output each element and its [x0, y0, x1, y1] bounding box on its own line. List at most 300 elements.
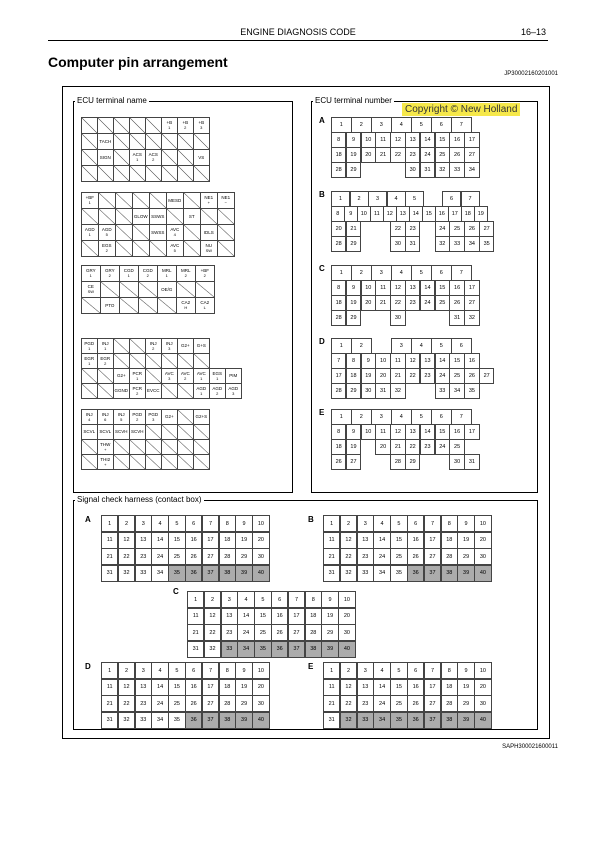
ecu-number-cell: 30 [390, 310, 405, 326]
harness-pin-cell: 10 [474, 662, 491, 679]
harness-pin-cell: 2 [118, 662, 135, 679]
ecu-name-cell [129, 353, 146, 369]
harness-pin-cell: 39 [457, 712, 474, 729]
harness-pin-cell: 7 [202, 515, 219, 532]
harness-pin-cell: 13 [135, 532, 152, 549]
ecu-number-cell: 9 [346, 132, 361, 148]
harness-pin-cell: 35 [168, 712, 185, 729]
ecu-name-cell [176, 297, 196, 314]
ecu-name-text: 3 [168, 345, 171, 351]
ecu-name-cell [217, 224, 235, 241]
harness-pin-cell: 11 [101, 679, 118, 696]
ecu-name-cell [98, 224, 116, 241]
harness-pin-cell: 39 [235, 712, 252, 729]
harness-pin-cell: 36 [407, 565, 424, 582]
ecu-name-cell [81, 192, 99, 209]
ecu-name-cell [193, 133, 210, 150]
ecu-name-cell [145, 149, 162, 166]
ecu-name-text: EGR [100, 355, 111, 361]
ecu-name-cell [217, 208, 235, 225]
harness-pin-cell: 28 [441, 695, 458, 712]
ecu-name-text: 2 [105, 248, 108, 254]
ecu-name-cell [113, 439, 130, 455]
ecu-group-letter: E [319, 408, 325, 417]
ecu-name-text: NU [205, 243, 213, 249]
ecu-name-cell [119, 297, 139, 314]
ecu-name-text: TACH [99, 138, 112, 144]
ecu-number-cell: 31 [464, 454, 479, 470]
ecu-name-cell [97, 439, 114, 455]
ecu-number-cell [371, 338, 392, 354]
harness-pin-cell: 18 [219, 679, 236, 696]
ecu-name-cell [129, 338, 146, 354]
harness-pin-cell: 23 [357, 695, 374, 712]
ecu-name-cell [129, 409, 146, 425]
ecu-name-text: 1 [136, 375, 139, 381]
ecu-name-text: AVC [196, 370, 206, 376]
ecu-name-cell [81, 165, 98, 182]
harness-pin-cell: 10 [252, 515, 269, 532]
ecu-number-cell: 34 [464, 236, 479, 252]
ecu-number-cell: 30 [390, 236, 405, 252]
harness-pin-cell: 3 [135, 662, 152, 679]
ecu-name-text: PTO [105, 302, 115, 308]
ecu-name-text: MESD [168, 197, 182, 203]
ecu-name-cell [81, 383, 98, 399]
ecu-name-text: +BF [85, 195, 94, 201]
harness-pin-cell: 27 [202, 548, 219, 565]
ecu-number-cell: 26 [449, 295, 464, 311]
ecu-name-cell [166, 224, 184, 241]
harness-pin-cell: 31 [101, 712, 118, 729]
harness-pin-cell: 32 [204, 641, 221, 658]
ecu-name-text: 1 [88, 232, 91, 238]
ecu-number-cell [405, 383, 420, 399]
ecu-name-text: + [104, 446, 107, 452]
harness-pin-cell: 8 [219, 662, 236, 679]
ecu-number-cell: 27 [346, 454, 361, 470]
ecu-number-cell: 13 [405, 132, 420, 148]
ecu-name-cell [132, 224, 150, 241]
ecu-name-text: GLOW [133, 213, 148, 219]
ecu-number-cell: 13 [405, 280, 420, 296]
ecu-name-cell [176, 281, 196, 298]
harness-pin-cell: 40 [252, 565, 269, 582]
ecu-name-cell [183, 240, 201, 257]
ecu-name-cell [149, 192, 167, 209]
harness-pin-cell: 7 [202, 662, 219, 679]
ecu-name-cell [177, 368, 194, 384]
ecu-name-cell [177, 424, 194, 440]
ecu-number-cell: 25 [449, 368, 464, 384]
harness-pin-cell: 29 [235, 548, 252, 565]
harness-pin-cell: 35 [254, 641, 271, 658]
ecu-group-letter: B [319, 190, 325, 199]
ecu-name-cell [98, 192, 116, 209]
harness-pin-cell: 13 [135, 679, 152, 696]
ecu-number-cell: 11 [375, 424, 390, 440]
ecu-name-cell [183, 192, 201, 209]
ecu-number-cell: 5 [411, 117, 432, 133]
harness-pin-cell: 8 [441, 515, 458, 532]
ecu-name-text: 1 [165, 273, 168, 279]
harness-pin-cell: 17 [202, 679, 219, 696]
ecu-name-text: INJ [149, 340, 157, 346]
ecu-number-cell: 19 [361, 368, 376, 384]
ecu-number-cell: 27 [464, 295, 479, 311]
ecu-number-cell: 4 [411, 338, 432, 354]
ecu-name-cell [97, 409, 114, 425]
harness-pin-cell: 15 [254, 608, 271, 625]
harness-pin-cell: 23 [135, 548, 152, 565]
ecu-number-cell [361, 162, 376, 178]
ecu-number-cell: 24 [420, 147, 435, 163]
harness-pin-cell: 38 [441, 565, 458, 582]
ecu-name-cell [138, 281, 158, 298]
harness-pin-cell: 20 [252, 679, 269, 696]
harness-pin-cell: 4 [151, 515, 168, 532]
ecu-name-cell [129, 368, 146, 384]
ecu-name-cell [161, 409, 178, 425]
ecu-name-cell [113, 409, 130, 425]
ecu-name-cell [81, 409, 98, 425]
ecu-name-cell [161, 424, 178, 440]
ecu-name-text: 5 [173, 248, 176, 254]
ecu-name-text: 2 [146, 273, 149, 279]
ecu-name-cell [157, 281, 177, 298]
harness-letter: E [308, 662, 314, 671]
harness-pin-cell: 4 [237, 591, 254, 608]
harness-pin-cell: 1 [101, 515, 118, 532]
ecu-name-cell [81, 281, 101, 298]
harness-pin-cell: 5 [168, 662, 185, 679]
harness-pin-cell: 9 [321, 591, 338, 608]
harness-pin-cell: 14 [373, 532, 390, 549]
ecu-name-cell [145, 424, 162, 440]
ecu-number-cell [361, 454, 376, 470]
harness-pin-cell: 23 [221, 624, 238, 641]
ecu-number-cell: 16 [435, 206, 449, 222]
ecu-number-cell: 1 [331, 338, 352, 354]
harness-pin-cell: 38 [441, 712, 458, 729]
ecu-name-cell [161, 439, 178, 455]
harness-pin-cell: 5 [390, 515, 407, 532]
ecu-number-cell: 23 [405, 295, 420, 311]
harness-pin-cell: 24 [151, 695, 168, 712]
ecu-number-cell: 22 [390, 221, 405, 237]
ecu-number-cell [361, 310, 376, 326]
ecu-name-text: VS [198, 154, 205, 160]
harness-pin-cell: 26 [407, 548, 424, 565]
harness-pin-cell: 34 [237, 641, 254, 658]
ecu-name-cell [100, 297, 120, 314]
ecu-name-cell [149, 208, 167, 225]
ecu-name-text: MRL [162, 268, 172, 274]
ecu-name-cell [81, 424, 98, 440]
ecu-number-cell: 3 [371, 265, 392, 281]
copyright-watermark: Copyright © New Holland [402, 103, 520, 116]
harness-label: Signal check harness (contact box) [77, 495, 202, 504]
harness-pin-cell: 40 [338, 641, 355, 658]
ecu-number-cell: 22 [405, 439, 420, 455]
ecu-name-text: AGD [101, 227, 112, 233]
ecu-number-cell: 4 [391, 265, 412, 281]
ecu-number-cell: 32 [435, 236, 450, 252]
ecu-number-cell: 24 [420, 295, 435, 311]
ecu-name-cell [145, 353, 162, 369]
ecu-name-cell [97, 424, 114, 440]
ecu-number-cell: 17 [448, 206, 462, 222]
ecu-number-cell: 4 [391, 117, 412, 133]
ecu-name-cell [193, 117, 210, 134]
harness-pin-cell: 36 [407, 712, 424, 729]
harness-pin-cell: 12 [340, 532, 357, 549]
ecu-name-cell [217, 192, 235, 209]
ecu-name-cell [157, 297, 177, 314]
harness-pin-cell: 21 [101, 695, 118, 712]
ecu-name-text: 2 [136, 390, 139, 396]
harness-pin-cell: 2 [118, 515, 135, 532]
ecu-number-cell: 31 [449, 310, 464, 326]
ecu-number-cell: 8 [346, 353, 361, 369]
ecu-number-cell: 18 [331, 295, 346, 311]
harness-pin-cell: 19 [321, 608, 338, 625]
ecu-number-cell: 21 [375, 147, 390, 163]
harness-pin-cell: 30 [474, 695, 491, 712]
ecu-name-cell [81, 208, 99, 225]
ecu-name-text: SWSS [151, 229, 165, 235]
ecu-name-cell [97, 149, 114, 166]
ecu-name-text: 2 [108, 273, 111, 279]
ecu-number-cell [435, 454, 450, 470]
ecu-number-cell [435, 310, 450, 326]
ecu-name-text: AGD [84, 227, 95, 233]
ecu-number-cell: 32 [464, 310, 479, 326]
ecu-number-cell: 9 [346, 424, 361, 440]
harness-pin-cell: 8 [219, 515, 236, 532]
harness-pin-cell: 4 [151, 662, 168, 679]
ecu-name-text: G2+ [116, 373, 126, 379]
harness-pin-cell: 37 [424, 565, 441, 582]
ecu-number-cell: 12 [390, 132, 405, 148]
ecu-number-cell: 32 [390, 383, 405, 399]
harness-pin-cell: 30 [252, 695, 269, 712]
ecu-name-text: INJ [101, 340, 109, 346]
ecu-name-cell [97, 383, 114, 399]
harness-pin-cell: 17 [424, 532, 441, 549]
ecu-number-cell: 25 [435, 295, 450, 311]
ecu-number-cell: 6 [451, 338, 472, 354]
ecu-number-cell: 5 [411, 265, 432, 281]
harness-pin-cell: 24 [151, 548, 168, 565]
ecu-name-cell [149, 240, 167, 257]
ecu-name-text: 1 [136, 157, 139, 163]
ecu-number-cell: 31 [405, 236, 420, 252]
harness-pin-cell: 11 [323, 532, 340, 549]
ecu-number-cell: 28 [390, 454, 405, 470]
ecu-number-cell: 12 [405, 353, 420, 369]
ecu-name-text: 1 [127, 273, 130, 279]
ecu-name-text: G2+ [164, 414, 174, 420]
ecu-number-cell: 14 [420, 132, 435, 148]
ecu-name-text: 1 [200, 390, 203, 396]
ecu-group-letter: A [319, 116, 325, 125]
harness-pin-cell: 29 [235, 695, 252, 712]
harness-pin-cell: 13 [357, 679, 374, 696]
ecu-name-text: PCR [132, 370, 143, 376]
ecu-number-cell: 23 [420, 439, 435, 455]
harness-pin-cell: 32 [340, 712, 357, 729]
ecu-number-cell: 29 [346, 236, 361, 252]
harness-pin-cell: 9 [235, 515, 252, 532]
ecu-name-cell [177, 149, 194, 166]
ecu-name-cell [195, 281, 215, 298]
ecu-number-cell: 26 [464, 368, 479, 384]
harness-pin-cell: 27 [424, 695, 441, 712]
harness-pin-cell: 19 [235, 532, 252, 549]
ecu-name-cell [193, 338, 210, 354]
ecu-number-cell: 1 [331, 191, 350, 207]
harness-pin-cell: 6 [407, 515, 424, 532]
ecu-number-cell: 7 [451, 117, 472, 133]
ecu-name-cell [145, 117, 162, 134]
harness-pin-cell: 28 [219, 548, 236, 565]
ecu-name-cell [113, 149, 130, 166]
ecu-name-cell [161, 165, 178, 182]
ecu-name-cell [129, 454, 146, 470]
harness-pin-cell: 34 [373, 712, 390, 729]
harness-pin-cell: 19 [457, 679, 474, 696]
ecu-name-cell [129, 439, 146, 455]
ecu-name-cell [166, 192, 184, 209]
page-header [48, 26, 548, 41]
harness-pin-cell: 1 [187, 591, 204, 608]
harness-pin-cell: 20 [252, 532, 269, 549]
harness-pin-cell: 29 [457, 695, 474, 712]
ecu-name-text: AGD [196, 385, 207, 391]
ecu-name-cell [132, 208, 150, 225]
harness-pin-cell: 36 [185, 712, 202, 729]
harness-pin-cell: 12 [340, 679, 357, 696]
harness-pin-cell: 24 [373, 548, 390, 565]
ecu-number-cell: 23 [405, 221, 420, 237]
harness-pin-cell: 16 [271, 608, 288, 625]
ecu-number-cell: 10 [361, 280, 376, 296]
harness-pin-cell: 27 [202, 695, 219, 712]
ecu-group-letter: D [319, 337, 325, 346]
ecu-number-cell: 31 [375, 383, 390, 399]
ecu-name-text: CE [87, 284, 94, 290]
ecu-name-text: +B [166, 120, 173, 126]
ecu-name-cell [193, 439, 210, 455]
harness-pin-cell: 1 [323, 515, 340, 532]
harness-pin-cell: 8 [441, 662, 458, 679]
harness-pin-cell: 10 [338, 591, 355, 608]
harness-pin-cell: 30 [252, 548, 269, 565]
ecu-name-text: + [207, 200, 210, 206]
ecu-terminal-name-label: ECU terminal name [77, 96, 147, 105]
harness-pin-cell: 30 [474, 548, 491, 565]
harness-pin-cell: 18 [441, 532, 458, 549]
ecu-number-cell: 35 [464, 383, 479, 399]
ecu-name-text: − [224, 200, 227, 206]
ecu-name-cell [193, 454, 210, 470]
ecu-name-cell [132, 240, 150, 257]
ecu-name-text: 1 [200, 375, 203, 381]
ecu-name-text: 1 [216, 375, 219, 381]
harness-pin-cell: 5 [390, 662, 407, 679]
ecu-number-cell: 20 [361, 147, 376, 163]
ecu-name-text: 1 [88, 360, 91, 366]
harness-pin-cell: 3 [135, 515, 152, 532]
ecu-name-text: 2 [104, 360, 107, 366]
figure-code-bottom: SAPH300021600011 [502, 744, 558, 750]
ecu-number-cell: 35 [479, 236, 494, 252]
harness-pin-cell: 29 [457, 548, 474, 565]
harness-pin-cell: 12 [118, 679, 135, 696]
ecu-name-text: 1 [104, 345, 107, 351]
harness-pin-cell: 23 [357, 548, 374, 565]
harness-pin-cell: 12 [204, 608, 221, 625]
ecu-number-cell: 3 [371, 117, 392, 133]
ecu-number-cell: 25 [449, 439, 464, 455]
ecu-number-cell: 34 [464, 162, 479, 178]
harness-pin-cell: 20 [474, 679, 491, 696]
harness-pin-cell: 38 [305, 641, 322, 658]
ecu-number-cell: 14 [435, 353, 450, 369]
ecu-number-cell: 32 [435, 162, 450, 178]
ecu-name-text: INJ [117, 411, 125, 417]
ecu-name-cell [193, 409, 210, 425]
harness-letter: D [85, 662, 91, 671]
ecu-number-cell [420, 221, 435, 237]
ecu-number-cell: 20 [331, 221, 346, 237]
ecu-number-cell: 1 [331, 409, 352, 425]
ecu-number-cell: 16 [464, 353, 479, 369]
ecu-name-text: EGS [102, 243, 112, 249]
harness-pin-cell: 15 [168, 679, 185, 696]
ecu-name-cell [209, 383, 226, 399]
harness-pin-cell: 19 [457, 532, 474, 549]
ecu-name-text: PGD [132, 411, 143, 417]
ecu-number-cell: 19 [346, 295, 361, 311]
ecu-number-cell: 5 [411, 409, 432, 425]
ecu-name-text: 3 [200, 125, 203, 131]
ecu-name-cell [145, 409, 162, 425]
harness-pin-cell: 18 [219, 532, 236, 549]
ecu-name-cell [166, 240, 184, 257]
ecu-name-cell [161, 338, 178, 354]
ecu-number-cell: 7 [451, 409, 472, 425]
ecu-name-cell [193, 424, 210, 440]
harness-pin-cell: 1 [323, 662, 340, 679]
ecu-number-cell: 15 [422, 206, 436, 222]
ecu-number-cell: 11 [375, 132, 390, 148]
harness-pin-cell: 14 [151, 679, 168, 696]
ecu-name-cell [217, 240, 235, 257]
ecu-number-cell: 12 [390, 280, 405, 296]
ecu-name-text: SSWS [151, 213, 165, 219]
ecu-number-cell: 13 [420, 353, 435, 369]
figure-code-top: JP30002160201001 [504, 71, 558, 77]
ecu-number-cell [375, 221, 390, 237]
harness-pin-cell: 37 [202, 565, 219, 582]
ecu-number-cell: 28 [331, 310, 346, 326]
ecu-number-cell: 11 [375, 280, 390, 296]
ecu-group-letter: C [319, 264, 325, 273]
ecu-number-cell: 8 [331, 206, 345, 222]
ecu-number-cell [375, 162, 390, 178]
